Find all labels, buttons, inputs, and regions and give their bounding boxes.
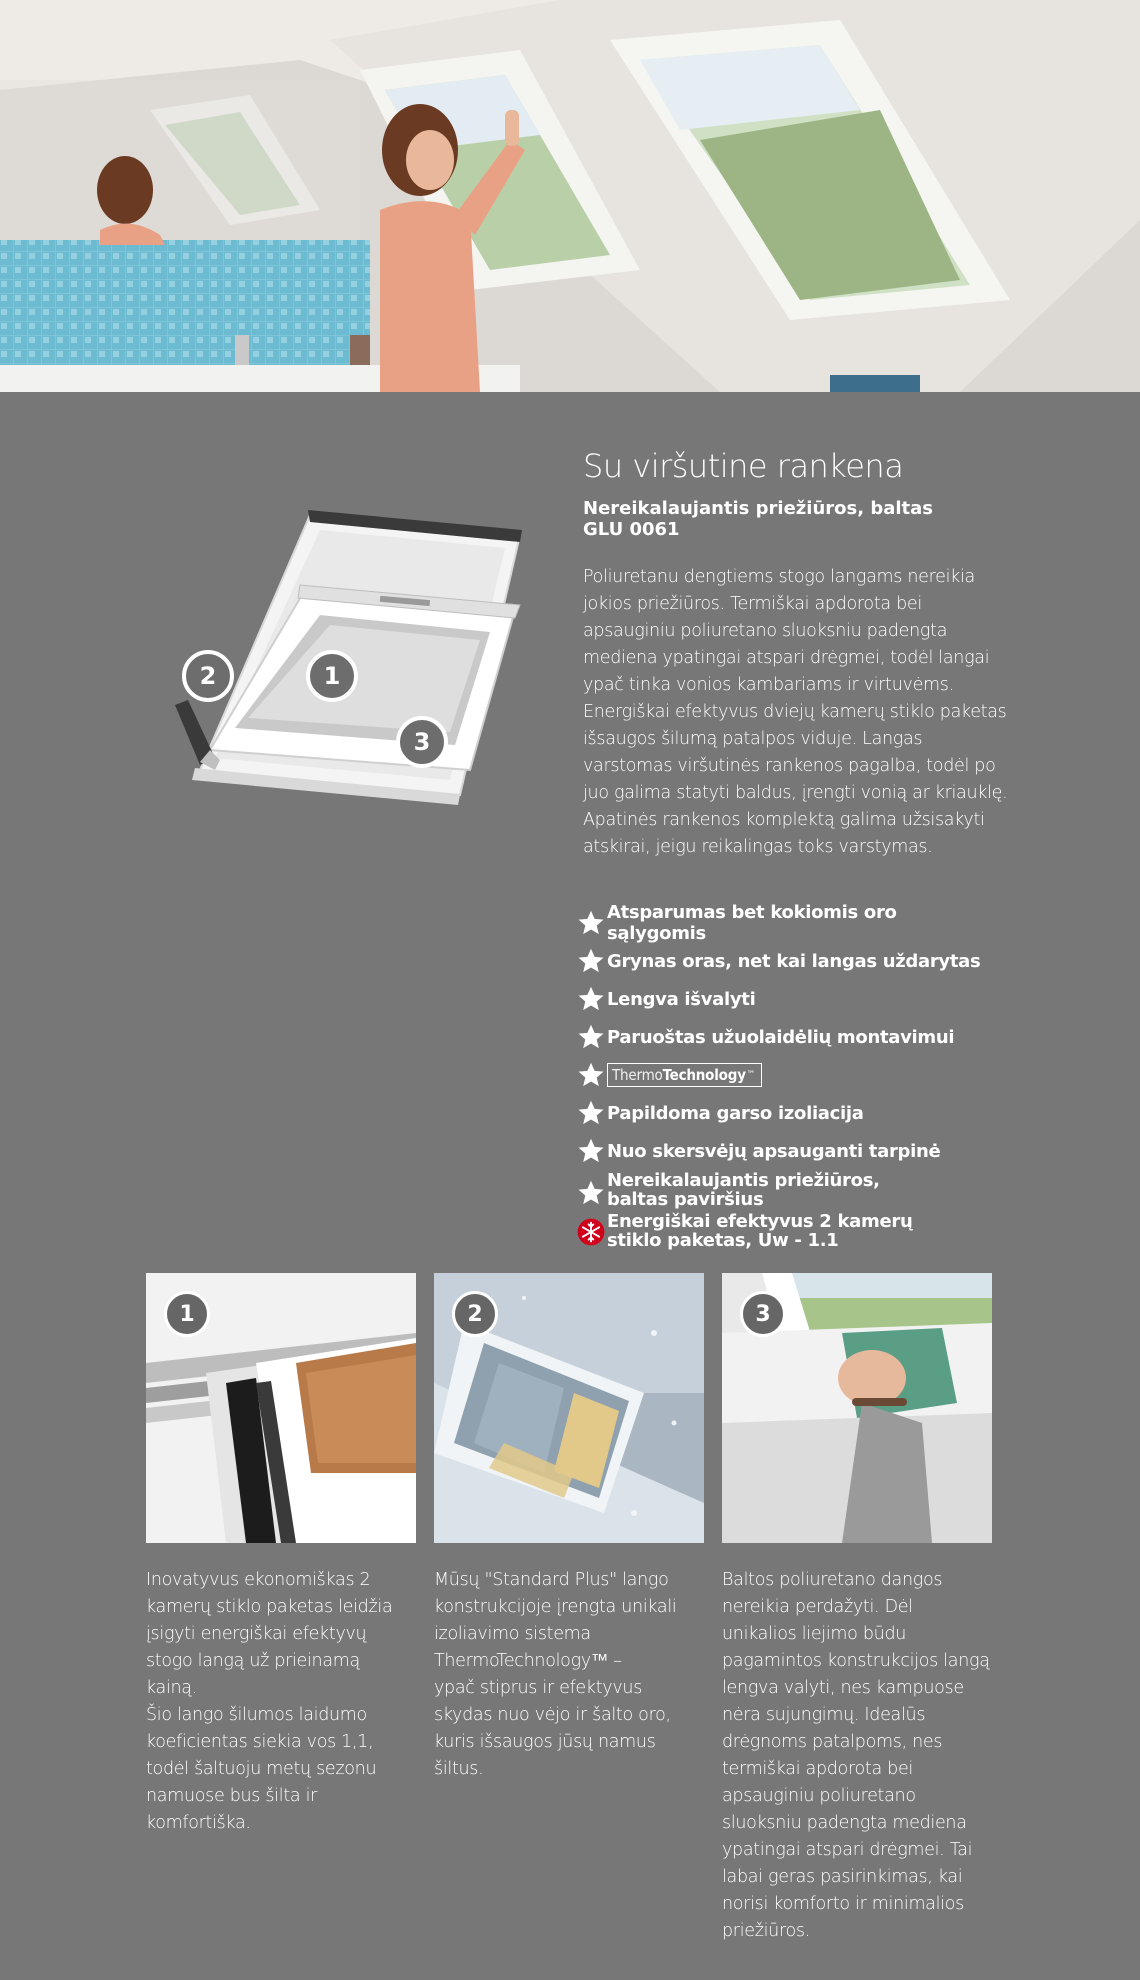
feature-item [577,1018,997,1056]
glazing-cross-section-image [146,1273,416,1543]
callout-2: 2 [182,650,234,702]
card-text: Inovatyvus ekonomiškas 2 kamerų stiklo paketas leidžia įsigyti energiškai efektyvų stogo langą už prieinamą kainą. [146,1570,393,1698]
feature-label: Nuo skersvėjų apsauganti tarpinė [607,1140,941,1162]
feature-label: Nereikalaujantis priežiūros, baltas paviršius [607,1170,880,1210]
callout-3: 3 [396,716,448,768]
card-number: 1 [164,1291,210,1337]
product-info [583,446,1013,861]
hero-image [0,0,1140,392]
thermo-text: Thermo [612,1066,663,1084]
snowflake-icon [577,1218,605,1246]
card-caption [146,1567,416,1837]
card-text: Šio lango šilumos laidumo koeficientas siekia vos 1,1, todėl šaltuoju metų sezonu namuose bus šilta ir komfortiška. [146,1705,377,1833]
feature-label: Grynas oras, net kai langas uždarytas [607,950,981,972]
star-icon [577,909,605,937]
star-icon [577,1099,605,1127]
product-code: GLU 0061 [583,519,680,540]
thermotechnology-logo [607,1063,762,1087]
product-title: Su viršutine rankena [583,447,904,485]
star-icon [577,1179,605,1207]
feature-card-3 [722,1273,992,1945]
product-subtitle-line1: Nereikalaujantis priežiūros, baltas [583,498,933,519]
card-caption [722,1567,992,1945]
star-icon [577,1023,605,1051]
star-icon [577,985,605,1013]
feature-list [577,904,997,1252]
feature-label: Paruoštas užuolaidėlių montavimui [607,1026,955,1048]
card-text: ypač stiprus ir efektyvus skydas nuo vėjo ir šalto oro, kuris išsaugos jūsų namus šiltus. [434,1678,671,1779]
card-number: 3 [740,1291,786,1337]
feature-item [577,904,997,942]
card-number: 2 [452,1291,498,1337]
feature-item [577,1211,997,1252]
feature-item [577,980,997,1018]
feature-item [577,1094,997,1132]
card-text: Mūsų "Standard Plus" lango konstrukcijoje įrengta unikali izoliavimo sistema ThermoTechnology™ – [434,1570,677,1671]
feature-item [577,1170,997,1211]
star-icon [577,1061,605,1089]
star-icon [577,947,605,975]
technology-text: Technology [662,1066,746,1084]
product-description: Poliuretanu dengtiems stogo langams nereikia jokios priežiūros. Termiškai apdorota bei apsauginiu poliuretano sluoksniu padengta mediena ypatingai atspari drėgmei, todėl langai ypač tinka vonios kambariams ir virtuvėms. Energiškai efektyvus dviejų kamerų stiklo paketas išsaugos šilumą patalpos viduje. Langas varstomas viršutinės rankenos pagalba, todėl po juo galima statyti baldus, įrengti vonią ar kriauklę. Apatinės rankenos komplektą galima užsisakyti atskirai, jeigu reikalingas toks varstymas. [583,567,1008,857]
feature-item [577,1132,997,1170]
star-icon [577,1137,605,1165]
card-caption [434,1567,704,1783]
cleaning-window-image [722,1273,992,1543]
feature-label: Atsparumas bet kokiomis oro sąlygomis [607,902,897,944]
roof-window-illustration [170,500,550,820]
feature-card-2 [434,1273,704,1783]
trademark-text: ™ [746,1070,755,1080]
feature-item [577,1056,997,1094]
card-text: Baltos poliuretano dangos nereikia perdažyti. Dėl unikalios liejimo būdu pagamintos konstrukcijos langą lengva valyti, nes kampuose nėra sujungimų. Idealūs drėgnoms patalpoms, nes termiškai apdorota bei apsauginiu poliuretano sluoksniu padengta mediena ypatingai atspari drėgmei. Tai labai geras pasirinkimas, kai norisi komforto ir minimalios priežiūros. [722,1570,990,1941]
callout-1: 1 [306,650,358,702]
feature-item [577,942,997,980]
snowy-roof-window-image [434,1273,704,1543]
feature-label: Energiškai efektyvus 2 kamerų stiklo paketas, Uw - 1.1 [607,1211,913,1251]
feature-label: Papildoma garso izoliacija [607,1102,864,1124]
product-subtitle [583,498,1013,540]
feature-label: Lengva išvalyti [607,988,756,1010]
feature-card-1 [146,1273,416,1837]
